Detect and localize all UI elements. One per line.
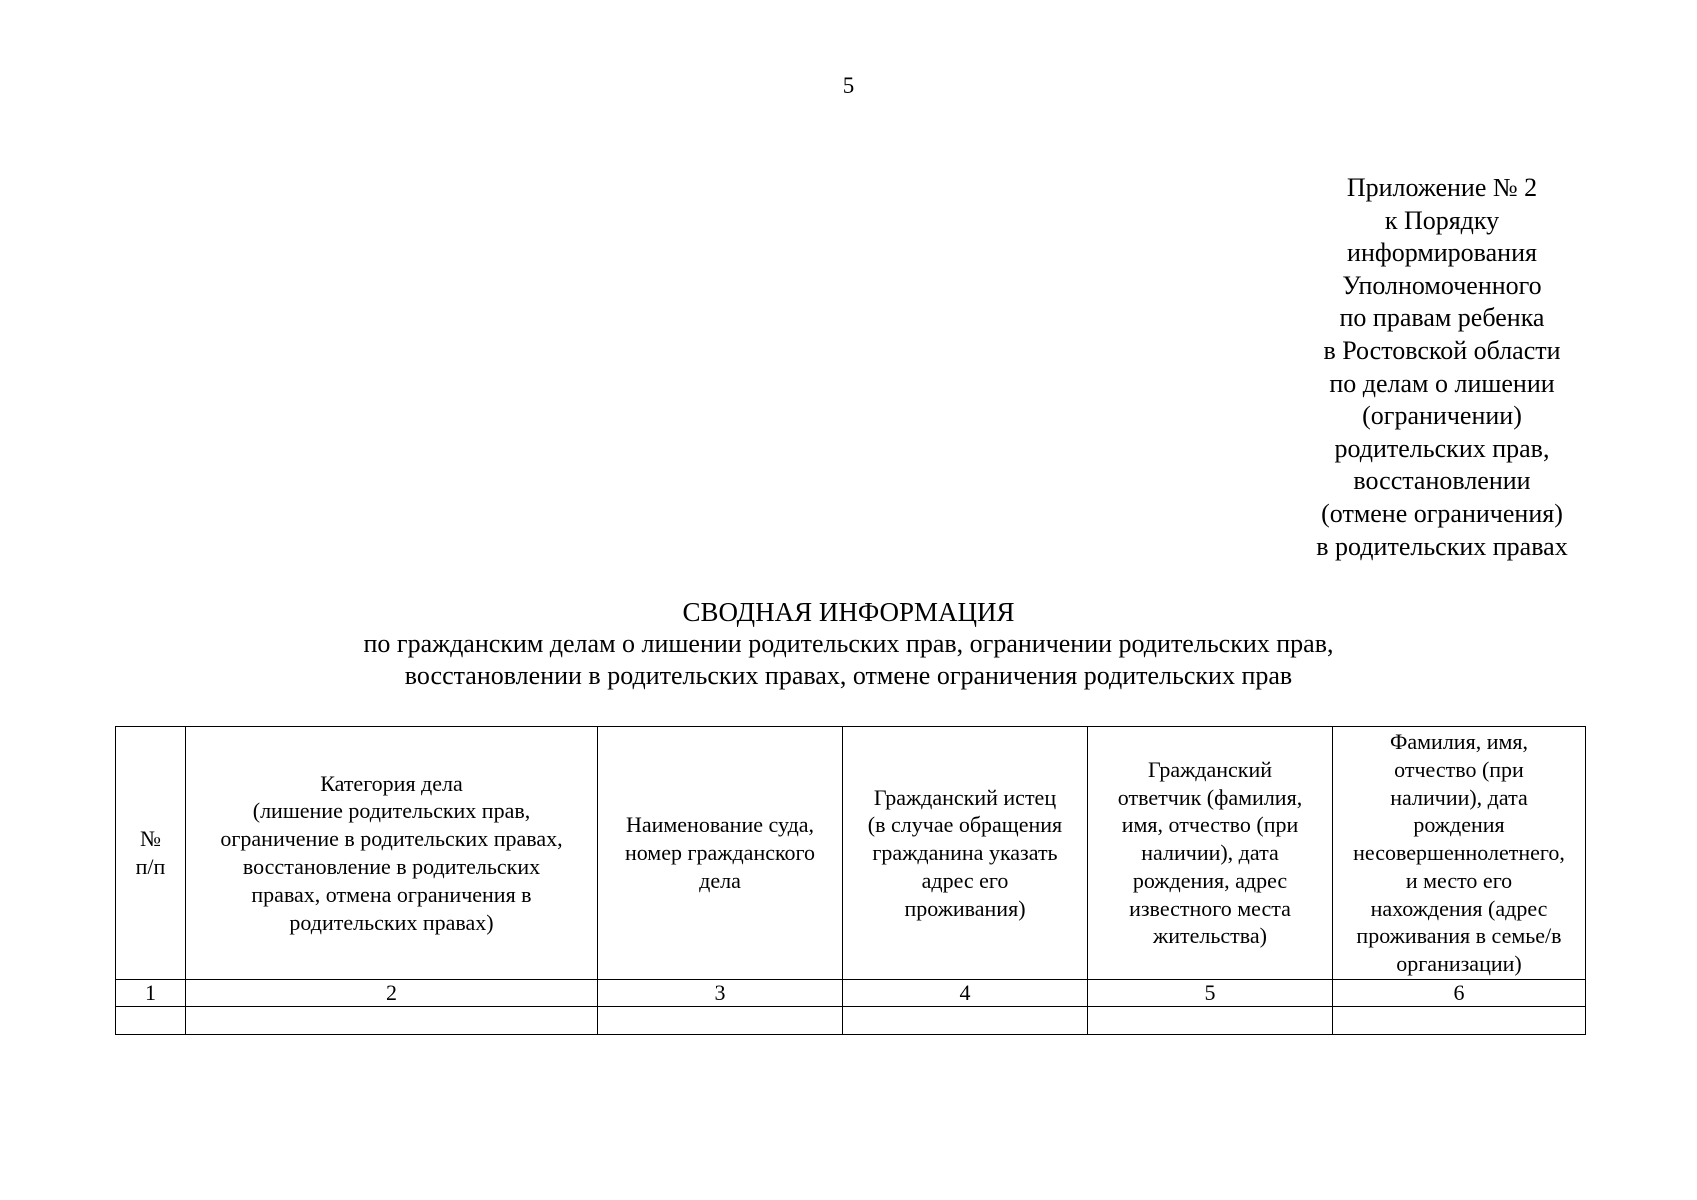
appendix-line: Приложение № 2: [1346, 173, 1538, 202]
header-line: наличии), дата: [1141, 840, 1279, 866]
title-subtitle-line: по гражданским делам о лишении родительских прав, ограничении родительских прав,: [363, 629, 1334, 658]
header-line: (лишение родительских прав,: [252, 798, 531, 824]
column-number-cell: 5: [1088, 980, 1333, 1007]
header-line: проживания в семье/в: [1356, 923, 1562, 949]
header-line: Гражданский: [1147, 756, 1273, 782]
column-number-row: [116, 980, 1586, 1007]
header-cell-minor: [1333, 727, 1586, 980]
header-cell-plaintiff: [843, 727, 1088, 980]
document-title: [0, 596, 1697, 692]
header-line: организации): [1396, 951, 1522, 977]
table-cell: [843, 1007, 1088, 1035]
header-line: ограничение в родительских правах,: [220, 826, 563, 852]
header-line: ответчик (фамилия,: [1117, 784, 1303, 810]
header-cell-number: [116, 727, 186, 980]
table-cell: [116, 1007, 186, 1035]
header-cell-case-category: [186, 727, 598, 980]
appendix-line: информирования: [1347, 238, 1537, 268]
appendix-line: по правам ребенка: [1339, 303, 1545, 333]
table-header-row: [116, 727, 1586, 980]
column-number-cell: 1: [116, 980, 186, 1007]
appendix-line: (отмене ограничения): [1321, 498, 1563, 528]
header-line: родительских правах): [289, 909, 494, 935]
header-line: проживания): [904, 895, 1026, 921]
appendix-note: [1276, 172, 1608, 563]
header-line: рождения: [1413, 812, 1505, 838]
header-line: имя, отчество (при: [1121, 812, 1299, 838]
header-line: Гражданский истец: [873, 784, 1057, 810]
header-line: Категория дела: [320, 770, 463, 796]
header-line: №: [140, 826, 161, 852]
table-cell: [1333, 1007, 1586, 1035]
appendix-line: к Порядку: [1384, 205, 1500, 235]
column-number-cell: 2: [186, 980, 598, 1007]
header-line: правах, отмена ограничения в: [251, 881, 532, 907]
table-row: [116, 1007, 1586, 1035]
summary-table: [115, 726, 1586, 1035]
appendix-line: восстановлении: [1353, 466, 1531, 496]
appendix-line: (ограничении): [1362, 401, 1522, 431]
header-line: гражданина указать: [872, 840, 1058, 866]
header-line: дела: [699, 867, 741, 893]
header-line: Фамилия, имя,: [1389, 728, 1529, 754]
header-line: наличии), дата: [1390, 784, 1528, 810]
header-line: и место его: [1405, 867, 1513, 893]
appendix-line: в родительских правах: [1316, 531, 1568, 561]
header-line: несовершеннолетнего,: [1353, 840, 1565, 866]
table-cell: [1088, 1007, 1333, 1035]
column-number-cell: 3: [598, 980, 843, 1007]
header-line: (в случае обращения: [867, 812, 1063, 838]
header-cell-defendant: [1088, 727, 1333, 980]
appendix-line: родительских прав,: [1334, 433, 1550, 463]
appendix-line: Уполномоченного: [1342, 270, 1542, 300]
table-cell: [186, 1007, 598, 1035]
title-subtitle-line: восстановлении в родительских правах, отмене ограничения родительских прав: [404, 661, 1293, 690]
header-line: рождения, адрес: [1132, 867, 1288, 893]
column-number-cell: 6: [1333, 980, 1586, 1007]
header-line: адрес его: [921, 867, 1009, 893]
appendix-line: в Ростовской области: [1323, 335, 1561, 365]
header-line: жительства): [1153, 923, 1267, 949]
header-line: п/п: [135, 854, 166, 879]
header-line: номер гражданского: [624, 840, 816, 866]
header-line: Наименование суда,: [625, 812, 815, 838]
page-number: 5: [842, 73, 855, 98]
title-main: СВОДНАЯ ИНФОРМАЦИЯ: [682, 597, 1015, 627]
header-line: отчество (при: [1394, 756, 1524, 782]
table-cell: [598, 1007, 843, 1035]
header-line: известного места: [1129, 895, 1291, 921]
column-number-cell: 4: [843, 980, 1088, 1007]
appendix-line: по делам о лишении: [1329, 368, 1555, 398]
header-line: нахождения (адрес: [1370, 895, 1548, 921]
header-cell-court-name: [598, 727, 843, 980]
header-line: восстановление в родительских: [242, 854, 541, 879]
